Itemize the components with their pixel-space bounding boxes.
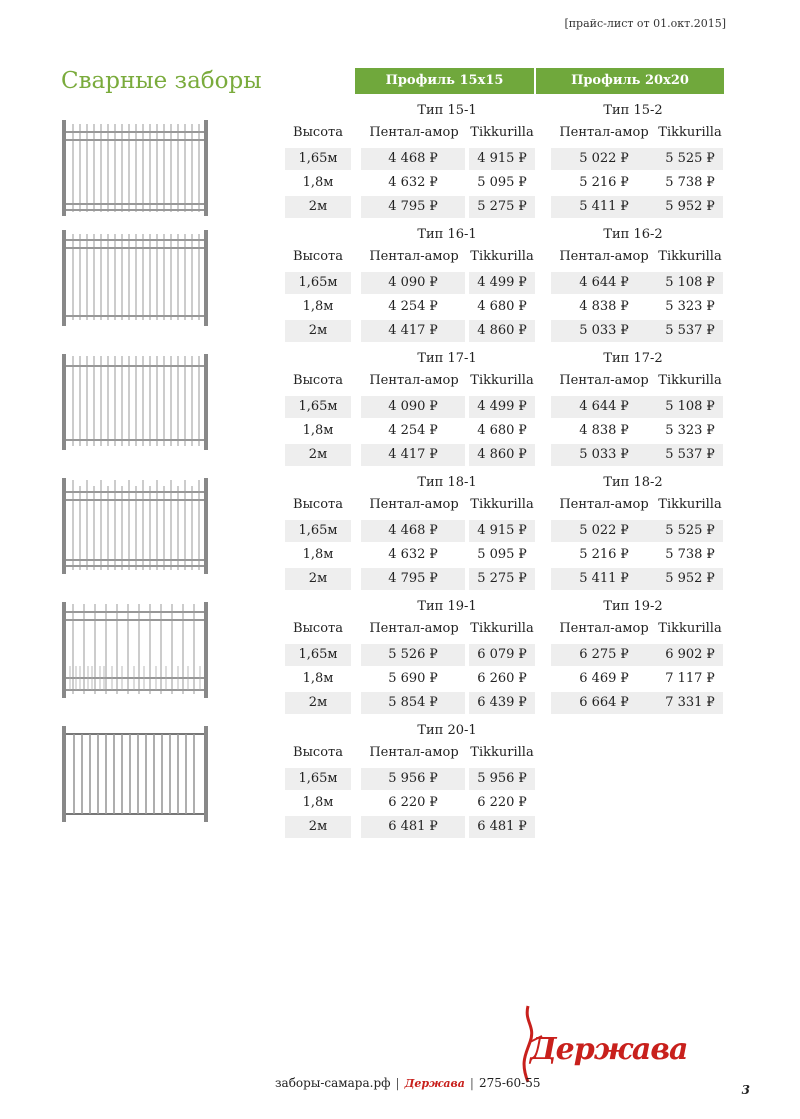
price-cell: 5 537 ₽ [657, 444, 723, 466]
height-cell: 2м [285, 568, 351, 590]
table-row [285, 395, 725, 419]
table-row [285, 543, 725, 567]
price-cell: 5 738 ₽ [665, 547, 715, 562]
price-cell: 4 254 ₽ [388, 423, 438, 438]
price-cell: 5 095 ₽ [477, 175, 527, 190]
price-cell: 4 795 ₽ [361, 196, 465, 218]
price-cell: 5 033 ₽ [551, 320, 657, 342]
price-cell: 4 090 ₽ [361, 396, 465, 418]
height-cell: 1,8м [302, 423, 334, 438]
price-cell: 4 860 ₽ [469, 320, 535, 342]
price-cell: 4 915 ₽ [469, 520, 535, 542]
price-cell: 4 644 ₽ [551, 396, 657, 418]
price-block-17 [285, 347, 725, 467]
column-header-paint: Tikkurilla [470, 373, 534, 388]
column-header-paint: Tikkurilla [470, 125, 534, 140]
price-cell: 5 216 ₽ [579, 175, 629, 190]
price-cell: 6 275 ₽ [551, 644, 657, 666]
table-row [285, 295, 725, 319]
price-cell: 5 275 ₽ [469, 196, 535, 218]
table-row [285, 419, 725, 443]
column-header-paint: Пентал-амор [369, 497, 459, 512]
price-cell: 5 095 ₽ [477, 547, 527, 562]
price-cell: 5 952 ₽ [657, 196, 723, 218]
price-cell: 4 680 ₽ [477, 299, 527, 314]
type-title: Тип 16-1 [417, 227, 477, 242]
column-header-paint: Tikkurilla [658, 125, 722, 140]
height-cell: 1,8м [302, 671, 334, 686]
column-header-paint: Пентал-амор [559, 621, 649, 636]
height-cell: 2м [285, 692, 351, 714]
profile-15x15-header: Профиль 15x15 [355, 68, 534, 94]
table-row [285, 643, 725, 667]
fence-image-type-16 [60, 228, 210, 328]
column-header-paint: Пентал-амор [369, 125, 459, 140]
price-cell: 5 108 ₽ [657, 396, 723, 418]
table-row [285, 171, 725, 195]
column-header-height: Высота [293, 745, 343, 760]
profile-20x20-header: Профиль 20x20 [536, 68, 724, 94]
table-row [285, 319, 725, 343]
column-header-paint: Tikkurilla [470, 745, 534, 760]
price-cell: 5 526 ₽ [361, 644, 465, 666]
type-title: Тип 15-1 [417, 103, 477, 118]
table-row [285, 667, 725, 691]
type-title: Тип 19-2 [603, 599, 663, 614]
price-cell: 5 022 ₽ [551, 148, 657, 170]
column-header-paint: Tikkurilla [658, 497, 722, 512]
price-block-15 [285, 99, 725, 219]
price-cell: 4 417 ₽ [361, 444, 465, 466]
column-header-height: Высота [293, 497, 343, 512]
height-cell: 1,65м [285, 768, 351, 790]
height-cell: 1,65м [285, 520, 351, 542]
price-cell: 5 323 ₽ [665, 299, 715, 314]
column-header-paint: Tikkurilla [658, 621, 722, 636]
height-cell: 1,8м [302, 299, 334, 314]
price-cell: 4 417 ₽ [361, 320, 465, 342]
logo-text: Держава [530, 1032, 688, 1067]
column-header-paint: Tikkurilla [658, 249, 722, 264]
price-block-16 [285, 223, 725, 343]
price-cell: 6 079 ₽ [469, 644, 535, 666]
price-cell: 5 952 ₽ [657, 568, 723, 590]
price-cell: 5 033 ₽ [551, 444, 657, 466]
height-cell: 1,8м [302, 547, 334, 562]
price-cell: 5 537 ₽ [657, 320, 723, 342]
price-cell: 4 838 ₽ [579, 423, 629, 438]
price-cell: 6 220 ₽ [388, 795, 438, 810]
height-cell: 1,65м [285, 644, 351, 666]
website-link[interactable]: заборы-самара.рф [275, 1076, 391, 1090]
column-header-paint: Пентал-амор [369, 745, 459, 760]
column-header-paint: Tikkurilla [470, 497, 534, 512]
table-row [285, 519, 725, 543]
price-block-18 [285, 471, 725, 591]
fence-image-type-18 [60, 476, 210, 576]
column-header-height: Высота [293, 373, 343, 388]
column-header-paint: Tikkurilla [470, 249, 534, 264]
height-cell: 1,65м [285, 272, 351, 294]
column-header-paint: Пентал-амор [559, 497, 649, 512]
price-cell: 4 499 ₽ [469, 272, 535, 294]
table-row [285, 443, 725, 467]
price-cell: 7 117 ₽ [665, 671, 715, 686]
page-title: Сварные заборы [61, 68, 262, 94]
price-cell: 4 644 ₽ [551, 272, 657, 294]
price-cell: 4 915 ₽ [469, 148, 535, 170]
price-cell: 5 108 ₽ [657, 272, 723, 294]
column-header-paint: Пентал-амор [559, 373, 649, 388]
type-title: Тип 19-1 [417, 599, 477, 614]
price-cell: 5 854 ₽ [361, 692, 465, 714]
column-header-paint: Пентал-амор [369, 621, 459, 636]
price-list-date: [прайс-лист от 01.окт.2015] [564, 17, 726, 30]
table-row [285, 815, 725, 839]
price-cell: 5 956 ₽ [469, 768, 535, 790]
column-header-paint: Пентал-амор [369, 249, 459, 264]
mini-logo: Держава [404, 1076, 465, 1090]
column-header-height: Высота [293, 125, 343, 140]
price-cell: 5 216 ₽ [579, 547, 629, 562]
price-cell: 5 738 ₽ [665, 175, 715, 190]
height-cell: 1,65м [285, 396, 351, 418]
column-header-paint: Tikkurilla [470, 621, 534, 636]
price-cell: 7 331 ₽ [657, 692, 723, 714]
price-cell: 4 632 ₽ [388, 175, 438, 190]
table-row [285, 691, 725, 715]
height-cell: 2м [285, 444, 351, 466]
separator: | [469, 1076, 474, 1090]
type-title: Тип 15-2 [603, 103, 663, 118]
type-title: Тип 16-2 [603, 227, 663, 242]
height-cell: 2м [285, 196, 351, 218]
page-number: 3 [741, 1083, 750, 1097]
price-cell: 6 902 ₽ [657, 644, 723, 666]
price-cell: 4 860 ₽ [469, 444, 535, 466]
price-block-19 [285, 595, 725, 715]
fence-image-type-20 [60, 724, 210, 824]
price-cell: 5 411 ₽ [551, 568, 657, 590]
table-row [285, 567, 725, 591]
type-title: Тип 17-1 [417, 351, 477, 366]
table-row [285, 791, 725, 815]
price-cell: 6 664 ₽ [551, 692, 657, 714]
price-cell: 6 260 ₽ [477, 671, 527, 686]
height-cell: 1,65м [285, 148, 351, 170]
price-cell: 6 439 ₽ [469, 692, 535, 714]
footer [275, 1076, 541, 1090]
price-cell: 5 525 ₽ [657, 520, 723, 542]
fence-image-type-17 [60, 352, 210, 452]
price-cell: 6 469 ₽ [579, 671, 629, 686]
separator: | [395, 1076, 400, 1090]
column-header-paint: Пентал-амор [369, 373, 459, 388]
type-title: Тип 18-2 [603, 475, 663, 490]
price-cell: 6 220 ₽ [477, 795, 527, 810]
price-cell: 4 499 ₽ [469, 396, 535, 418]
type-title: Тип 20-1 [417, 723, 477, 738]
height-cell: 2м [285, 320, 351, 342]
table-row [285, 195, 725, 219]
price-cell: 4 254 ₽ [388, 299, 438, 314]
column-header-paint: Tikkurilla [658, 373, 722, 388]
price-cell: 4 632 ₽ [388, 547, 438, 562]
price-cell: 4 680 ₽ [477, 423, 527, 438]
price-cell: 4 838 ₽ [579, 299, 629, 314]
column-header-height: Высота [293, 621, 343, 636]
table-row [285, 271, 725, 295]
column-header-height: Высота [293, 249, 343, 264]
price-cell: 4 468 ₽ [361, 148, 465, 170]
price-cell: 4 090 ₽ [361, 272, 465, 294]
price-cell: 6 481 ₽ [361, 816, 465, 838]
price-cell: 5 411 ₽ [551, 196, 657, 218]
height-cell: 1,8м [302, 795, 334, 810]
price-cell: 4 795 ₽ [361, 568, 465, 590]
table-row [285, 147, 725, 171]
type-title: Тип 17-2 [603, 351, 663, 366]
fence-image-type-19 [60, 600, 210, 700]
price-cell: 5 275 ₽ [469, 568, 535, 590]
price-cell: 5 690 ₽ [388, 671, 438, 686]
price-cell: 5 022 ₽ [551, 520, 657, 542]
column-header-paint: Пентал-амор [559, 249, 649, 264]
price-cell: 6 481 ₽ [469, 816, 535, 838]
type-title: Тип 18-1 [417, 475, 477, 490]
height-cell: 1,8м [302, 175, 334, 190]
price-cell: 5 956 ₽ [361, 768, 465, 790]
price-cell: 5 525 ₽ [657, 148, 723, 170]
price-cell: 4 468 ₽ [361, 520, 465, 542]
fence-image-type-15 [60, 118, 210, 218]
phone-number: 275-60-55 [478, 1076, 541, 1090]
table-row [285, 767, 725, 791]
price-cell: 5 323 ₽ [665, 423, 715, 438]
price-block-20 [285, 719, 725, 839]
height-cell: 2м [285, 816, 351, 838]
column-header-paint: Пентал-амор [559, 125, 649, 140]
